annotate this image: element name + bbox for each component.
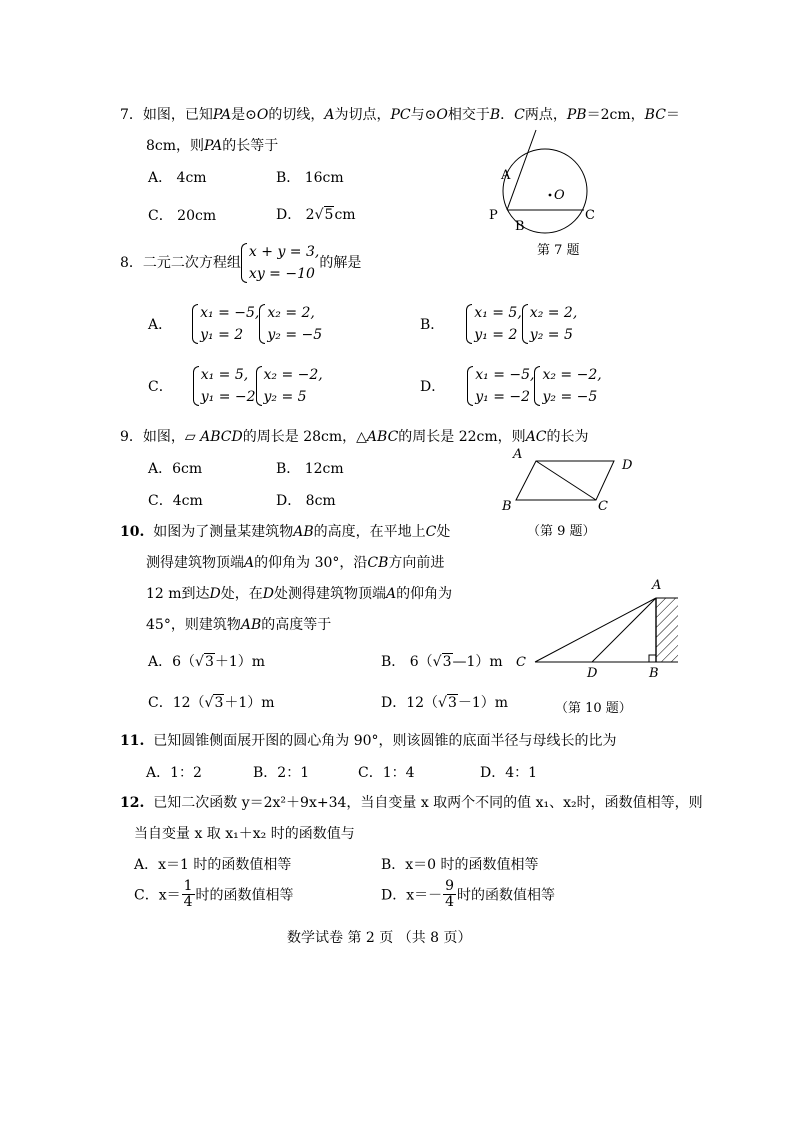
q7-tangent-line — [507, 130, 536, 210]
q11-stem: 11. 已知圆锥侧面展开图的圆心角为 90°，则该圆锥的底面半径与母线长的比为 — [120, 733, 617, 749]
q11-option-b[interactable]: B．2：1 — [253, 765, 310, 781]
q10-figure-caption: （第 10 题） — [555, 701, 632, 716]
q10-line3: 12 m到达D处，在D处测得建筑物顶端A的仰角为 — [146, 586, 453, 602]
q12-line1: 12. 已知二次函数 y＝2x²＋9x+34，当自变量 x 取两个不同的值 x₁、x₂时，函数值相等，则 — [120, 795, 703, 811]
q11-option-d[interactable]: D．4：1 — [480, 765, 538, 781]
q7-center-point — [549, 194, 552, 197]
q9-figure-caption: （第 9 题） — [527, 524, 596, 539]
q7-label-c: C — [585, 208, 595, 223]
q10-building-hatch — [656, 598, 678, 662]
q9-stem: 9．如图，▱ ABCD的周长是 28cm，△ABC的周长是 22cm，则AC的长为 — [120, 429, 589, 445]
q11-option-c[interactable]: C．1：4 — [358, 765, 415, 781]
q7-option-b[interactable]: B． 16cm — [276, 170, 344, 186]
q9-label-d: D — [622, 458, 633, 473]
q7-option-c[interactable]: C． 20cm — [148, 208, 217, 224]
q12-option-d-fraction: $\frac{9}{4}$ — [445, 878, 455, 910]
q10-right-angle — [649, 655, 656, 662]
q9-option-c[interactable]: C．4cm — [148, 493, 203, 509]
q7-line1: 7．如图，已知PA是⊙O的切线，A为切点，PC与⊙O相交于B．C两点，PB＝2cm，BC＝ — [120, 107, 680, 123]
q7-option-a[interactable]: A． 4cm — [148, 170, 207, 186]
q10-line4: 45°，则建筑物AB的高度等于 — [146, 617, 332, 633]
q10-line2: 测得建筑物顶端A的仰角为 30°，沿CB方向前进 — [146, 555, 445, 571]
q7-figure-caption: 第 7 题 — [537, 243, 580, 258]
q9-diagonal-ac — [536, 461, 596, 500]
q10-option-c[interactable]: C．12（√3＋1）m — [148, 695, 275, 711]
q8-option-a[interactable]: A． x₁ = −5, y₁ = 2 x₂ = 2, y₂ = −5 — [148, 302, 322, 346]
q12-option-b[interactable]: B．x＝0 时的函数值相等 — [381, 857, 539, 873]
q10-option-b[interactable]: B． 6（√3—1）m — [381, 654, 503, 670]
q7-label-o: O — [554, 188, 565, 203]
q12-option-a[interactable]: A．x＝1 时的函数值相等 — [134, 857, 292, 873]
q7-label-b: B — [515, 219, 525, 234]
q7-label-p: P — [489, 208, 498, 223]
q12-option-c[interactable]: C．x＝ $\frac{1}{4}$ 时的函数值相等 — [134, 878, 294, 910]
q10-line1: 10. 如图为了测量某建筑物AB的高度，在平地上C处 — [120, 524, 451, 540]
q8-stem: 8．二元二次方程组 x + y = 3, xy = −10 的解是 — [120, 241, 361, 285]
q9-option-b[interactable]: B． 12cm — [276, 461, 344, 477]
q10-option-a[interactable]: A．6（√3＋1）m — [148, 654, 266, 670]
q9-figure — [510, 455, 620, 505]
page-footer: 数学试卷 第 2 页 （共 8 页） — [287, 930, 472, 946]
q10-figure — [525, 590, 685, 670]
q11-option-a[interactable]: A．1：2 — [146, 765, 202, 781]
q7-option-d[interactable]: D． 2√5cm — [276, 207, 356, 223]
q10-label-c: C — [516, 655, 526, 670]
q9-parallelogram — [516, 461, 614, 500]
q9-option-d[interactable]: D． 8cm — [276, 493, 336, 509]
q8-system: x + y = 3, xy = −10 — [241, 241, 319, 285]
q12-option-c-fraction: $\frac{1}{4}$ — [183, 878, 193, 910]
q9-option-a[interactable]: A．6cm — [148, 461, 203, 477]
q7-line2: 8cm，则PA的长等于 — [146, 138, 279, 154]
q9-label-a: A — [513, 447, 523, 462]
q10-option-d[interactable]: D．12（√3－1）m — [381, 695, 509, 711]
q12-option-d[interactable]: D．x＝－ $\frac{9}{4}$ 时的函数值相等 — [381, 878, 556, 910]
q8-option-d[interactable]: D． x₁ = −5, y₁ = −2 x₂ = −2, y₂ = −5 — [420, 364, 602, 408]
q10-sightline-d — [592, 598, 656, 662]
q9-label-c: C — [598, 499, 608, 514]
q10-label-a: A — [652, 578, 662, 593]
q7-label-a: A — [501, 168, 511, 183]
q10-sightline-c — [535, 598, 656, 662]
q12-line2: 当自变量 x 取 x₁＋x₂ 时的函数值与 — [134, 826, 355, 842]
q8-option-b[interactable]: B． x₁ = 5, y₁ = 2 x₂ = 2, y₂ = 5 — [420, 302, 577, 346]
q10-label-d: D — [587, 666, 598, 681]
q9-label-b: B — [502, 499, 512, 514]
q10-label-b: B — [649, 666, 659, 681]
q8-option-c[interactable]: C． x₁ = 5, y₁ = −2 x₂ = −2, y₂ = 5 — [148, 364, 323, 408]
